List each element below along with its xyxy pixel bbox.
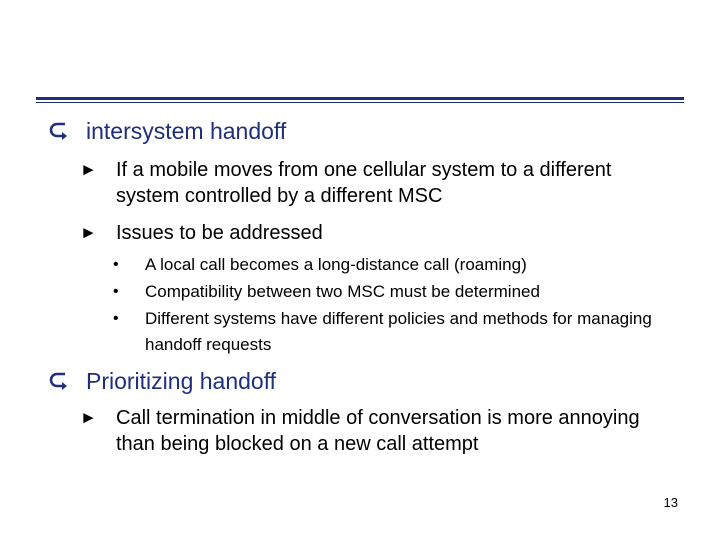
bullet-point xyxy=(80,157,636,209)
title-rule-top xyxy=(36,97,684,100)
arrow-bullet-icon: ► xyxy=(80,223,97,242)
point-text: Call termination in middle of conversation is more annoying than being blocked on a new call attempt xyxy=(116,407,640,455)
curved-arrow-icon xyxy=(48,370,70,392)
sub-bullet xyxy=(113,252,527,278)
point-text: Issues to be addressed xyxy=(116,222,323,244)
sub-bullet xyxy=(113,306,665,358)
section-heading-intersystem xyxy=(48,117,286,145)
point-text: If a mobile moves from one cellular system to a different system controlled by a different MSC xyxy=(116,159,612,207)
bullet-point xyxy=(80,405,676,457)
sub-point-text: Compatibility between two MSC must be determined xyxy=(145,282,540,301)
bullet-point xyxy=(80,220,323,246)
heading-text: intersystem handoff xyxy=(86,118,287,144)
arrow-bullet-icon: ► xyxy=(80,160,97,179)
arrow-bullet-icon: ► xyxy=(80,408,97,427)
page-number: 13 xyxy=(663,495,678,510)
dot-bullet-icon: • xyxy=(113,256,119,273)
sub-point-text: A local call becomes a long-distance call (roaming) xyxy=(145,255,527,274)
title-rule-bottom xyxy=(36,102,684,103)
dot-bullet-icon: • xyxy=(113,283,119,300)
section-heading-prioritizing xyxy=(48,367,276,395)
heading-text: Prioritizing handoff xyxy=(86,368,277,394)
sub-bullet xyxy=(113,279,540,305)
curved-arrow-icon xyxy=(48,120,70,142)
dot-bullet-icon: • xyxy=(113,310,119,327)
sub-point-text: Different systems have different policies and methods for managing handoff requests xyxy=(145,309,652,354)
